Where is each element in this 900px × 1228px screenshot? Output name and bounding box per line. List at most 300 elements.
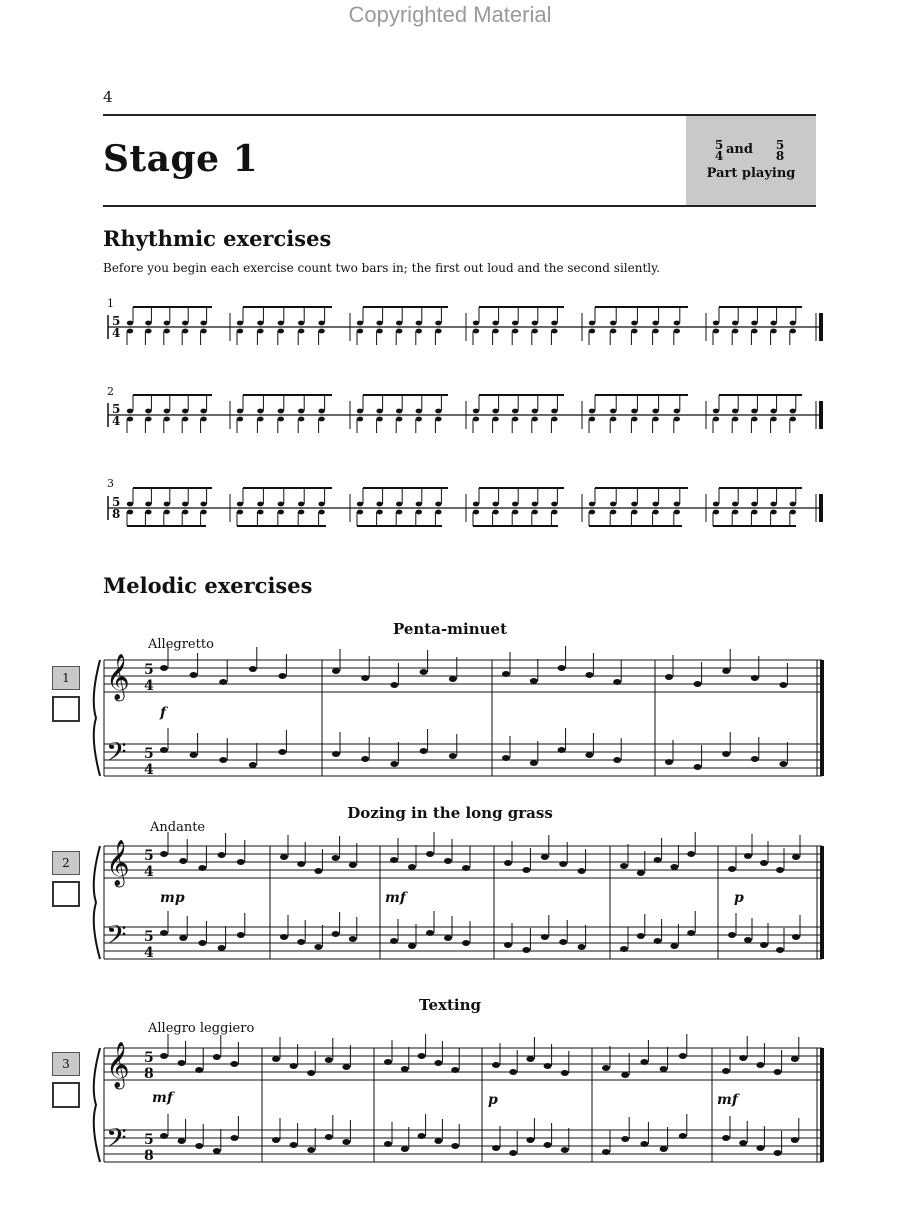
note-head-lower — [127, 510, 133, 515]
note-head-upper — [652, 321, 658, 326]
note-head-bass — [561, 1147, 569, 1153]
note-head-upper — [652, 502, 658, 507]
note-head-upper — [512, 409, 518, 414]
watermark: Copyrighted Material — [348, 2, 552, 27]
note-head-bass — [585, 752, 593, 758]
note-head-bass — [325, 1134, 333, 1140]
note-head-bass — [349, 936, 357, 942]
note-head-upper — [318, 502, 324, 507]
note-head-upper — [770, 321, 776, 326]
note-head-bass — [621, 1136, 629, 1142]
note-head-lower — [257, 417, 263, 422]
time-signature-b-bottom: 8 — [775, 149, 785, 163]
brace — [94, 846, 100, 959]
note-head-treble — [722, 1068, 730, 1074]
note-head-lower — [416, 510, 422, 515]
time-signature-bottom: 4 — [112, 326, 121, 340]
note-head-lower — [492, 417, 498, 422]
note-head-bass — [449, 753, 457, 759]
note-head-lower — [751, 510, 757, 515]
note-head-lower — [551, 329, 557, 334]
note-head-upper — [770, 502, 776, 507]
note-head-bass — [492, 1145, 500, 1151]
note-head-lower — [674, 329, 680, 334]
note-head-lower — [318, 417, 324, 422]
note-head-lower — [182, 417, 188, 422]
time-signature-bottom: 8 — [144, 1148, 154, 1164]
note-head-bass — [451, 1143, 459, 1149]
dynamic-marking: mf — [385, 890, 406, 906]
note-head-bass — [342, 1139, 350, 1145]
note-head-treble — [526, 1056, 534, 1062]
note-head-lower — [376, 329, 382, 334]
note-head-bass — [307, 1147, 315, 1153]
note-head-treble — [384, 1059, 392, 1065]
note-head-bass — [195, 1143, 203, 1149]
note-head-upper — [589, 502, 595, 507]
note-head-upper — [551, 502, 557, 507]
treble-clef: 𝄞 — [106, 654, 130, 700]
note-head-treble — [434, 1060, 442, 1066]
bass-clef: 𝄢 — [106, 736, 127, 774]
rhythm-exercise-number: 3 — [107, 477, 114, 490]
note-head-upper — [610, 502, 616, 507]
note-head-bass — [297, 939, 305, 945]
note-head-bass — [694, 764, 702, 770]
note-head-lower — [145, 417, 151, 422]
note-head-upper — [631, 321, 637, 326]
note-head-upper — [145, 321, 151, 326]
note-head-treble — [722, 668, 730, 674]
note-head-lower — [473, 329, 479, 334]
note-head-bass — [190, 752, 198, 758]
note-head-bass — [578, 944, 586, 950]
note-head-lower — [182, 510, 188, 515]
note-head-lower — [357, 417, 363, 422]
note-head-bass — [390, 938, 398, 944]
note-head-bass — [637, 933, 645, 939]
note-head-treble — [160, 1053, 168, 1059]
note-head-lower — [435, 417, 441, 422]
piece-title: Dozing in the long grass — [347, 804, 553, 822]
note-head-treble — [544, 1063, 552, 1069]
note-head-bass — [213, 1148, 221, 1154]
note-head-treble — [280, 854, 288, 860]
note-head-lower — [396, 417, 402, 422]
note-head-treble — [451, 1067, 459, 1073]
note-head-treble — [558, 665, 566, 671]
note-head-upper — [492, 409, 498, 414]
note-head-treble — [751, 675, 759, 681]
time-signature-top: 5 — [112, 314, 121, 328]
note-head-treble — [670, 864, 678, 870]
note-head-upper — [376, 321, 382, 326]
note-head-treble — [179, 858, 187, 864]
note-head-treble — [307, 1070, 315, 1076]
note-head-upper — [416, 321, 422, 326]
time-signature-top: 5 — [112, 402, 121, 416]
treble-clef: 𝄞 — [106, 840, 130, 886]
note-head-bass — [526, 1137, 534, 1143]
note-head-lower — [127, 329, 133, 334]
note-head-lower — [127, 417, 133, 422]
note-head-bass — [278, 749, 286, 755]
note-head-upper — [416, 409, 422, 414]
note-head-upper — [257, 502, 263, 507]
note-head-lower — [674, 510, 680, 515]
note-head-bass — [401, 1146, 409, 1152]
melodic-exercises-heading: Melodic exercises — [103, 573, 313, 598]
time-signature-a-bottom: 4 — [714, 149, 724, 163]
note-head-lower — [200, 329, 206, 334]
note-head-lower — [435, 329, 441, 334]
note-head-upper — [751, 409, 757, 414]
note-head-treble — [218, 852, 226, 858]
note-head-bass — [426, 930, 434, 936]
note-head-treble — [213, 1054, 221, 1060]
note-head-treble — [694, 681, 702, 687]
note-head-bass — [272, 1137, 280, 1143]
note-head-treble — [237, 859, 245, 865]
note-head-treble — [660, 1066, 668, 1072]
note-head-bass — [509, 1150, 517, 1156]
note-head-lower — [318, 329, 324, 334]
note-head-bass — [760, 942, 768, 948]
note-head-treble — [760, 860, 768, 866]
note-head-bass — [502, 755, 510, 761]
time-signature-bottom: 4 — [144, 945, 154, 961]
note-head-upper — [435, 321, 441, 326]
rhythm-exercise-number: 2 — [107, 385, 114, 398]
note-head-lower — [298, 417, 304, 422]
note-head-lower — [473, 510, 479, 515]
note-head-lower — [589, 510, 595, 515]
note-head-lower — [200, 417, 206, 422]
note-head-upper — [298, 321, 304, 326]
note-head-lower — [770, 329, 776, 334]
note-head-upper — [357, 502, 363, 507]
note-head-treble — [522, 867, 530, 873]
note-head-upper — [200, 502, 206, 507]
treble-clef: 𝄞 — [106, 1042, 130, 1088]
note-head-treble — [426, 851, 434, 857]
note-head-upper — [473, 502, 479, 507]
time-signature-b-top: 5 — [775, 138, 785, 152]
note-head-bass — [776, 947, 784, 953]
note-head-upper — [298, 502, 304, 507]
note-head-treble — [756, 1062, 764, 1068]
note-head-upper — [318, 321, 324, 326]
note-head-bass — [751, 756, 759, 762]
note-head-upper — [751, 321, 757, 326]
note-head-lower — [532, 510, 538, 515]
dynamic-marking: p — [488, 1092, 498, 1108]
note-head-lower — [770, 417, 776, 422]
note-head-upper — [278, 502, 284, 507]
note-head-upper — [237, 321, 243, 326]
note-head-treble — [449, 676, 457, 682]
note-head-bass — [756, 1145, 764, 1151]
time-signature-top: 5 — [144, 1050, 154, 1066]
note-head-bass — [332, 751, 340, 757]
note-head-upper — [610, 409, 616, 414]
note-head-treble — [444, 858, 452, 864]
bass-clef: 𝄢 — [106, 1122, 127, 1160]
note-head-treble — [190, 672, 198, 678]
note-head-lower — [790, 417, 796, 422]
note-head-upper — [790, 502, 796, 507]
note-head-lower — [732, 329, 738, 334]
time-signature-a-top: 5 — [714, 138, 724, 152]
note-head-treble — [195, 1067, 203, 1073]
note-head-treble — [342, 1064, 350, 1070]
note-head-upper — [278, 409, 284, 414]
note-head-upper — [145, 409, 151, 414]
note-head-lower — [751, 329, 757, 334]
piece-title: Penta-minuet — [392, 620, 508, 638]
note-head-bass — [418, 1133, 426, 1139]
note-head-bass — [744, 937, 752, 943]
note-head-lower — [357, 510, 363, 515]
note-head-treble — [791, 1056, 799, 1062]
dynamic-marking: mf — [152, 1090, 173, 1106]
note-head-upper — [127, 409, 133, 414]
note-head-upper — [357, 321, 363, 326]
time-signature-bottom: 4 — [144, 864, 154, 880]
note-head-treble — [420, 669, 428, 675]
time-signature-top: 5 — [144, 1132, 154, 1148]
note-head-upper — [257, 321, 263, 326]
page-number: 4 — [103, 88, 113, 106]
note-head-treble — [561, 1070, 569, 1076]
note-head-lower — [512, 329, 518, 334]
note-head-lower — [416, 329, 422, 334]
note-head-bass — [444, 935, 452, 941]
note-head-lower — [713, 417, 719, 422]
note-head-upper — [182, 409, 188, 414]
note-head-bass — [541, 934, 549, 940]
time-signature-top: 5 — [144, 848, 154, 864]
note-head-upper — [551, 409, 557, 414]
note-head-bass — [722, 1135, 730, 1141]
time-signature-top: 5 — [144, 746, 154, 762]
note-head-lower — [164, 329, 170, 334]
note-head-lower — [751, 417, 757, 422]
time-signature-bottom: 8 — [144, 1066, 154, 1082]
note-head-bass — [249, 762, 257, 768]
note-head-bass — [722, 751, 730, 757]
note-head-upper — [298, 409, 304, 414]
note-head-lower — [278, 417, 284, 422]
note-head-lower — [416, 417, 422, 422]
note-head-lower — [376, 510, 382, 515]
note-head-bass — [687, 930, 695, 936]
dynamic-marking: mf — [717, 1092, 738, 1108]
note-head-treble — [160, 851, 168, 857]
time-signature-top: 5 — [112, 495, 121, 509]
note-head-bass — [198, 940, 206, 946]
note-head-treble — [314, 868, 322, 874]
note-head-upper — [200, 409, 206, 414]
note-head-treble — [160, 665, 168, 671]
note-head-lower — [589, 329, 595, 334]
time-signature-top: 5 — [144, 662, 154, 678]
note-head-upper — [713, 409, 719, 414]
time-signature-bottom: 8 — [112, 507, 121, 521]
tempo-marking: Andante — [150, 820, 206, 835]
note-head-treble — [504, 860, 512, 866]
note-head-treble — [779, 682, 787, 688]
note-head-treble — [401, 1066, 409, 1072]
note-head-bass — [530, 760, 538, 766]
note-head-treble — [492, 1062, 500, 1068]
note-head-upper — [512, 502, 518, 507]
note-head-upper — [551, 321, 557, 326]
note-head-bass — [237, 932, 245, 938]
note-head-bass — [670, 943, 678, 949]
note-head-lower — [164, 417, 170, 422]
time-signature-bottom: 4 — [112, 414, 121, 428]
note-head-bass — [559, 939, 567, 945]
note-head-upper — [182, 321, 188, 326]
note-head-bass — [640, 1141, 648, 1147]
note-head-lower — [257, 329, 263, 334]
note-head-bass — [332, 931, 340, 937]
note-head-upper — [713, 502, 719, 507]
note-head-treble — [637, 870, 645, 876]
note-head-upper — [164, 409, 170, 414]
note-head-upper — [127, 321, 133, 326]
note-head-bass — [558, 747, 566, 753]
note-head-treble — [408, 864, 416, 870]
rhythmic-intro-text: Before you begin each exercise count two bars in; the first out loud and the second silently. — [103, 261, 661, 275]
note-head-treble — [219, 679, 227, 685]
note-head-treble — [332, 855, 340, 861]
note-head-upper — [512, 321, 518, 326]
part-playing-label: Part playing — [706, 166, 796, 181]
note-head-treble — [361, 675, 369, 681]
tempo-marking: Allegro leggiero — [148, 1021, 255, 1036]
note-head-lower — [610, 417, 616, 422]
note-head-bass — [361, 756, 369, 762]
tempo-marking: Allegretto — [148, 637, 214, 652]
note-head-upper — [492, 321, 498, 326]
note-head-treble — [418, 1053, 426, 1059]
note-head-upper — [200, 321, 206, 326]
note-head-lower — [512, 417, 518, 422]
note-head-upper — [237, 409, 243, 414]
note-head-lower — [674, 417, 680, 422]
note-head-upper — [164, 502, 170, 507]
note-head-lower — [396, 329, 402, 334]
note-head-lower — [652, 417, 658, 422]
note-head-bass — [179, 935, 187, 941]
note-head-upper — [396, 409, 402, 414]
note-head-lower — [732, 417, 738, 422]
note-head-treble — [620, 863, 628, 869]
note-head-upper — [652, 409, 658, 414]
note-head-lower — [551, 417, 557, 422]
note-head-bass — [779, 761, 787, 767]
note-head-upper — [732, 321, 738, 326]
note-head-lower — [631, 510, 637, 515]
dynamic-marking: mp — [160, 890, 185, 906]
note-head-upper — [732, 409, 738, 414]
note-head-bass — [434, 1138, 442, 1144]
note-head-bass — [654, 938, 662, 944]
note-head-upper — [164, 321, 170, 326]
note-head-lower — [652, 510, 658, 515]
note-head-upper — [713, 321, 719, 326]
note-head-lower — [512, 510, 518, 515]
note-head-treble — [744, 853, 752, 859]
note-head-bass — [602, 1149, 610, 1155]
note-head-upper — [532, 409, 538, 414]
note-head-bass — [792, 934, 800, 940]
note-head-lower — [631, 329, 637, 334]
note-head-lower — [298, 329, 304, 334]
note-head-treble — [559, 861, 567, 867]
note-head-treble — [774, 1069, 782, 1075]
note-head-lower — [298, 510, 304, 515]
note-head-upper — [790, 321, 796, 326]
note-head-bass — [219, 757, 227, 763]
note-head-lower — [492, 510, 498, 515]
note-head-bass — [420, 748, 428, 754]
note-head-treble — [654, 857, 662, 863]
note-head-lower — [790, 329, 796, 334]
note-head-upper — [770, 409, 776, 414]
note-head-upper — [589, 409, 595, 414]
note-head-treble — [602, 1065, 610, 1071]
note-head-treble — [665, 674, 673, 680]
rhythm-exercise-number: 1 — [107, 297, 114, 310]
note-head-upper — [278, 321, 284, 326]
note-head-bass — [384, 1141, 392, 1147]
note-head-lower — [318, 510, 324, 515]
note-head-lower — [257, 510, 263, 515]
note-head-lower — [770, 510, 776, 515]
note-head-bass — [280, 934, 288, 940]
piece-number-box: 2 — [52, 851, 80, 875]
note-head-upper — [674, 409, 680, 414]
note-head-lower — [237, 417, 243, 422]
note-head-upper — [435, 502, 441, 507]
note-head-bass — [462, 940, 470, 946]
note-head-bass — [613, 757, 621, 763]
note-head-lower — [145, 329, 151, 334]
note-head-lower — [278, 510, 284, 515]
note-head-lower — [532, 417, 538, 422]
note-head-treble — [679, 1053, 687, 1059]
note-head-upper — [376, 409, 382, 414]
note-head-upper — [631, 409, 637, 414]
note-head-lower — [610, 329, 616, 334]
note-head-treble — [621, 1072, 629, 1078]
note-head-upper — [790, 409, 796, 414]
and-label: and — [726, 142, 753, 157]
note-head-treble — [390, 682, 398, 688]
bass-clef: 𝄢 — [106, 919, 127, 957]
note-head-treble — [585, 672, 593, 678]
note-head-treble — [578, 868, 586, 874]
note-head-bass — [660, 1146, 668, 1152]
note-head-upper — [610, 321, 616, 326]
note-head-upper — [257, 409, 263, 414]
note-head-bass — [522, 947, 530, 953]
note-head-treble — [728, 866, 736, 872]
note-head-lower — [610, 510, 616, 515]
